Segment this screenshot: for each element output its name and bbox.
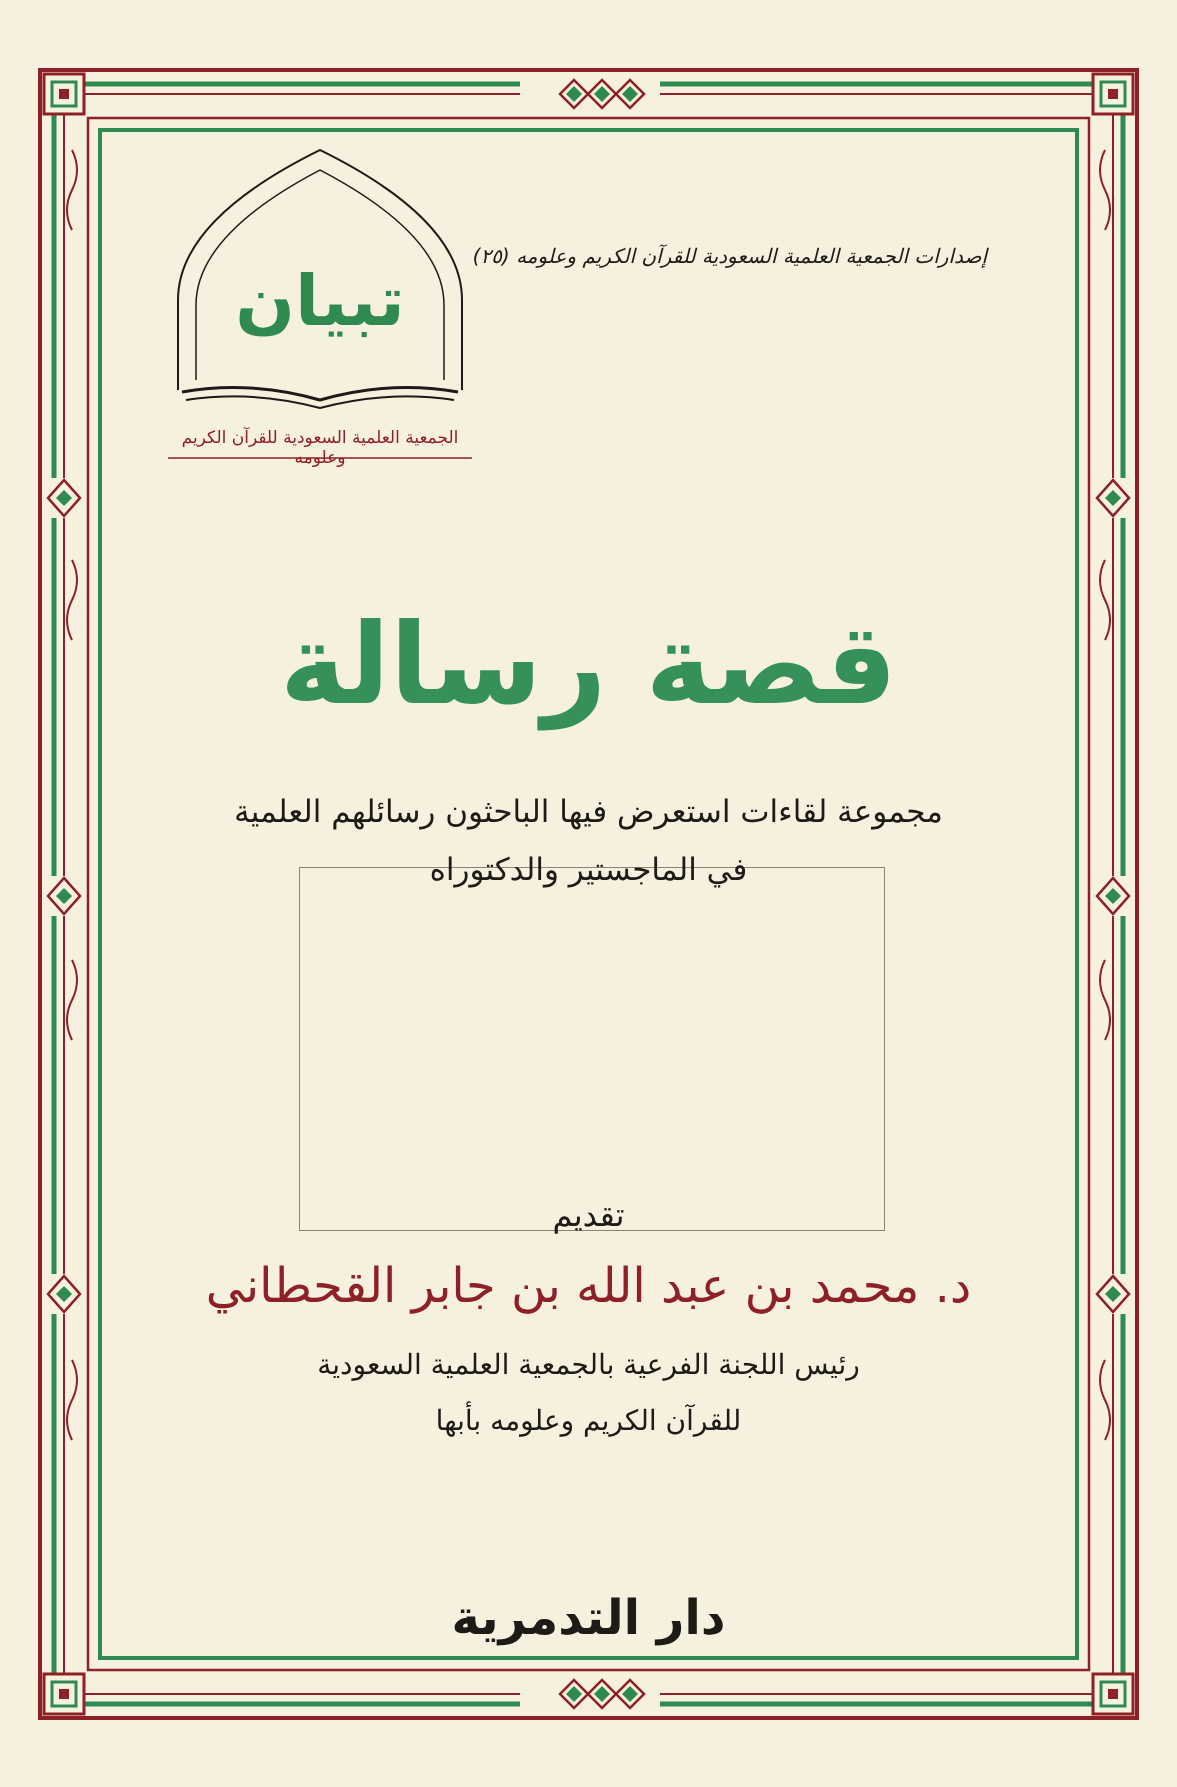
logo-caption: الجمعية العلمية السعودية للقرآن الكريم وعلومه (181, 428, 459, 468)
corner-ornament-br (1093, 1674, 1133, 1714)
logo-wordmark: تبيان (235, 260, 405, 342)
author-position-line-1: رئيس اللجنة الفرعية بالجمعية العلمية السعودية (317, 1348, 860, 1381)
corner-ornament-tl (44, 74, 84, 114)
corner-ornament-bl (44, 1674, 84, 1714)
subtitle-line-1: مجموعة لقاءات استعرض فيها الباحثون رسائلهم العلمية (234, 794, 943, 830)
stamp-outline-box (299, 867, 885, 1231)
series-note: إصدارات الجمعية العلمية السعودية للقرآن الكريم وعلومه (٢٥) (472, 244, 987, 268)
introduction-label: تقديم (552, 1196, 625, 1234)
publisher-name: دار التدمرية (451, 1590, 726, 1646)
top-diamond-ornament (520, 80, 660, 108)
bottom-diamond-ornament (520, 1680, 660, 1708)
author-name: د. محمد بن عبد الله بن جابر القحطاني (205, 1258, 972, 1314)
book-title: قصة رسالة (279, 600, 898, 730)
corner-ornament-tr (1093, 74, 1133, 114)
author-position-line-2: للقرآن الكريم وعلومه بأبها (435, 1404, 742, 1437)
subtitle-line-2: في الماجستير والدكتوراه (429, 852, 748, 888)
